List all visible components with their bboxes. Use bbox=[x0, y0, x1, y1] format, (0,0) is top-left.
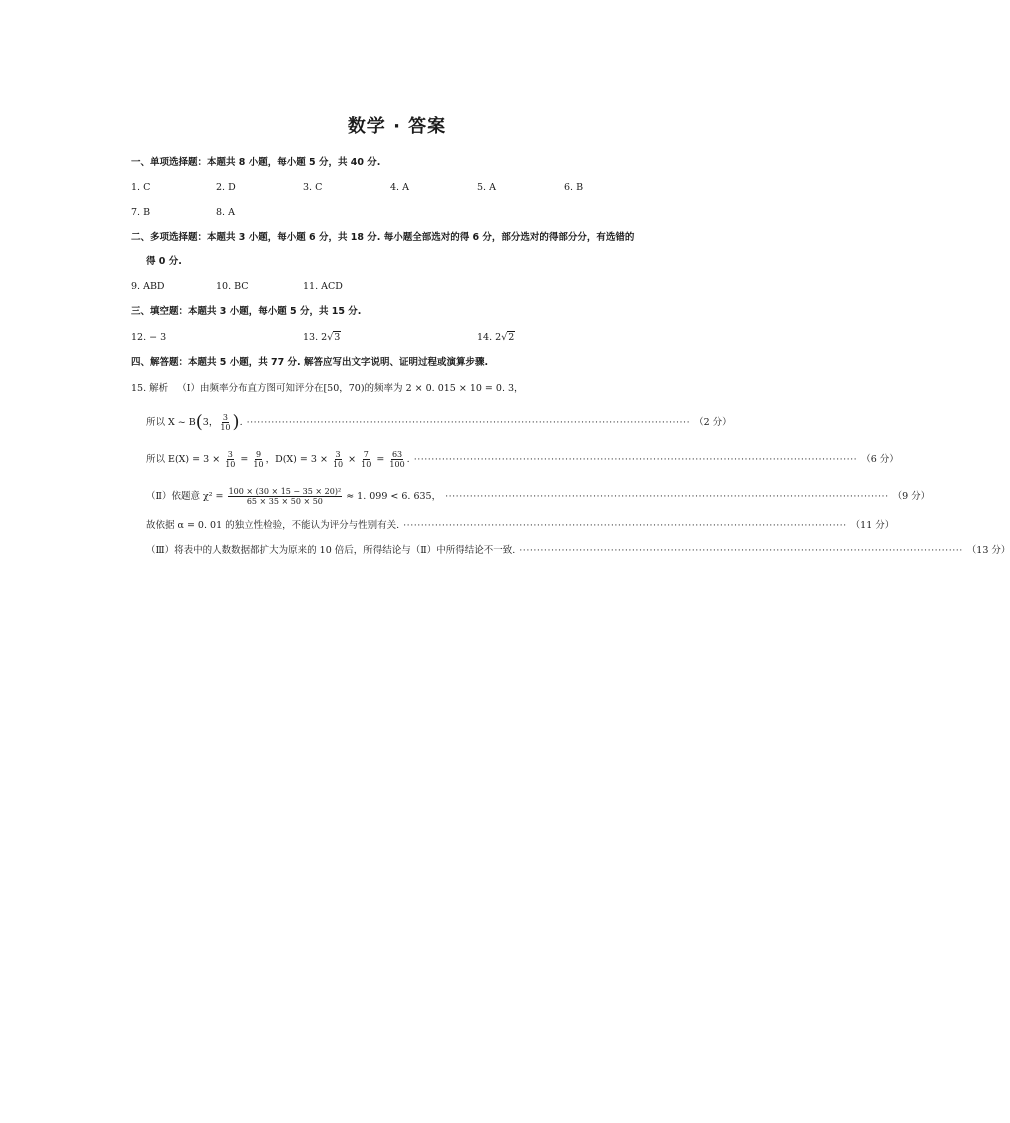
fraction: $\frac{63}{100}$ bbox=[389, 450, 405, 469]
fraction: $\frac{3}{10}$ bbox=[332, 450, 344, 469]
answer-3: 3. C bbox=[303, 182, 323, 193]
dot-leader: ······························································································································ bbox=[413, 453, 858, 465]
sqrt-radicand: 2 bbox=[508, 332, 515, 343]
answer-6: 6. B bbox=[564, 182, 584, 193]
answer-8: 8. A bbox=[216, 207, 235, 218]
question-15-intro: 15. 解析 （Ⅰ）由频率分布直方图可知评分在[50，70)的频率为 2 × 0. 015 × 10 = 0. 3， bbox=[131, 383, 524, 394]
points-label: （9 分） bbox=[892, 490, 931, 502]
dot-leader: ······························································································································ bbox=[519, 545, 963, 556]
solution-step-1: 所以 X ~ B(3， $\frac{3}{10}$ ). ······························································································································ （2 分） bbox=[146, 411, 732, 433]
answer-12: 12. − 3 bbox=[131, 332, 167, 343]
answer-7: 7. B bbox=[131, 207, 151, 218]
answer-13: 13. 2√3 bbox=[303, 332, 341, 343]
answer-14: 14. 2√2 bbox=[477, 332, 515, 343]
sqrt-radicand: 3 bbox=[334, 332, 341, 343]
solution-step-5: （Ⅲ）将表中的人数数据都扩大为原来的 10 倍后，所得结论与（Ⅱ）中所得结论不一致. ······························································································································ （13 分） bbox=[146, 545, 1010, 556]
answer-11: 11. ACD bbox=[303, 281, 343, 292]
answer-1: 1. C bbox=[131, 182, 151, 193]
section2-heading: 二、多项选择题：本题共 3 小题，每小题 6 分，共 18 分. 每小题全部选对的得 6 分，部分选对的得部分分，有选错的 bbox=[131, 232, 635, 243]
fraction: $\frac{3}{10}$ bbox=[220, 413, 231, 432]
dot-leader: ······························································································································ bbox=[445, 490, 889, 502]
sqrt-sign: √ bbox=[327, 332, 334, 343]
answer-9: 9. ABD bbox=[131, 281, 165, 292]
dot-leader: ······························································································································ bbox=[246, 416, 691, 428]
section3-heading: 三、填空题：本题共 3 小题，每小题 5 分，共 15 分. bbox=[131, 306, 362, 317]
fraction: $\frac{9}{10}$ bbox=[253, 450, 264, 469]
section4-heading: 四、解答题：本题共 5 小题，共 77 分. 解答应写出文字说明、证明过程或演算步骤. bbox=[131, 357, 489, 368]
answer-2: 2. D bbox=[216, 182, 236, 193]
answer-4: 4. A bbox=[390, 182, 409, 193]
answer-5: 5. A bbox=[477, 182, 496, 193]
page-title: 数学 · 答案 bbox=[347, 116, 447, 137]
dot-leader: ······························································································································ bbox=[403, 520, 847, 531]
points-label: （6 分） bbox=[861, 453, 899, 465]
fraction: $\frac{\text{100 × (30 × 15 − 35 × 20)²}}{65 \times 35 \times 50 \times 50}$ bbox=[228, 487, 342, 506]
fraction: $\frac{7}{10}$ bbox=[361, 450, 372, 469]
sqrt-sign: √ bbox=[501, 332, 508, 343]
points-label: （11 分） bbox=[850, 520, 895, 531]
question-15-label: 15. 解析 bbox=[131, 383, 169, 394]
answer-10: 10. BC bbox=[216, 281, 249, 292]
fraction: $\frac{3}{10}$ bbox=[225, 450, 236, 469]
points-label: （2 分） bbox=[694, 416, 732, 428]
section2-heading-cont: 得 0 分. bbox=[146, 256, 182, 267]
section1-heading: 一、单项选择题：本题共 8 小题，每小题 5 分，共 40 分. bbox=[131, 157, 381, 168]
solution-step-2: 所以 E(X) = 3 × $\frac{3}{10}$ = $\frac{9}{10}$ ，D(X) = 3 × $\frac{3}{10}$ × $\frac{7}{10}$ = $\frac{63}{100}$ . ······························································································································ （6 分） bbox=[146, 450, 899, 469]
points-label: （13 分） bbox=[966, 545, 1010, 556]
solution-step-3: （Ⅱ）依题意 χ² = $\frac{\text{100 × (30 × 15 − 35 × 20)²}}{65 \times 35 \times 50 \times 50}$ ≈ 1. 099 < 6. 635， ······························································································································ （9 分） bbox=[146, 487, 931, 506]
solution-step-4: 故依据 α = 0. 01 的独立性检验，不能认为评分与性别有关. ······························································································································ （11 分） bbox=[146, 520, 895, 531]
